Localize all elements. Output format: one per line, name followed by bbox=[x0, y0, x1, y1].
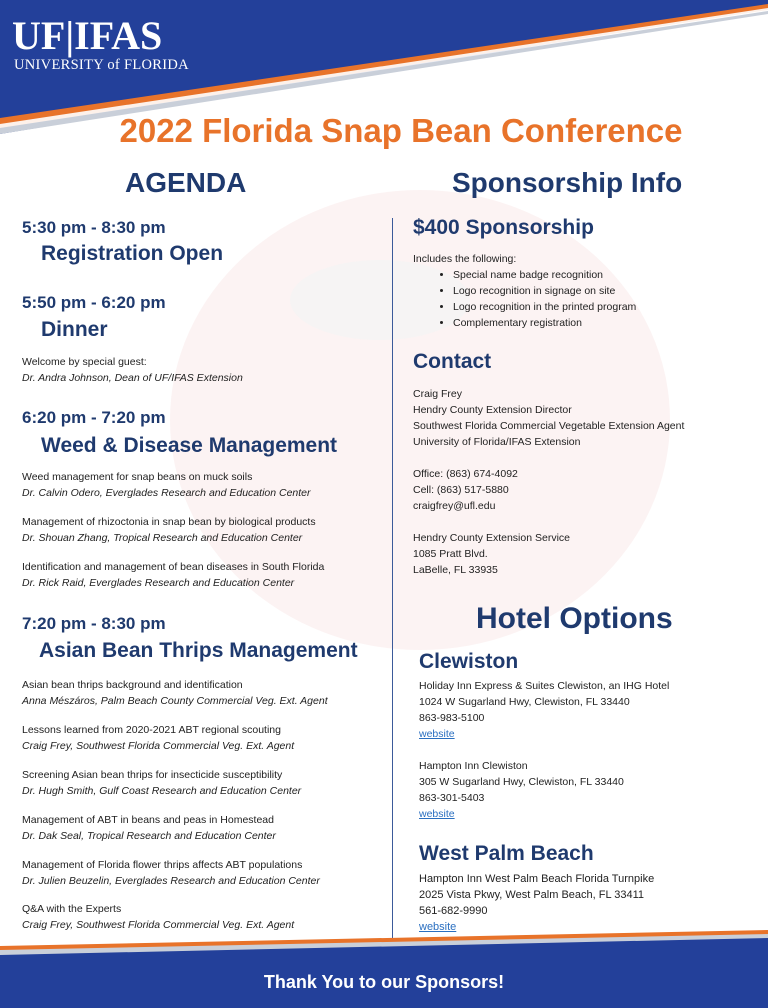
agenda-item bbox=[22, 767, 301, 799]
sponsorship-level bbox=[413, 216, 594, 240]
talk-title: Asian bean thrips background and identification bbox=[22, 679, 243, 691]
contact-address-org: Hendry County Extension Service bbox=[413, 532, 570, 544]
contact-address-city: LaBelle, FL 33935 bbox=[413, 564, 498, 576]
hotel-address: 1024 W Sugarland Hwy, Clewiston, FL 33440 bbox=[419, 696, 630, 708]
hotel-website-link[interactable]: website bbox=[419, 921, 457, 933]
agenda-heading: AGENDA bbox=[125, 167, 247, 198]
talk-title: Lessons learned from 2020-2021 ABT regional scouting bbox=[22, 724, 281, 736]
agenda-time: 6:20 pm - 7:20 pm bbox=[22, 408, 166, 427]
speaker-name: Dr. Dak Seal, Tropical Research and Education Center bbox=[22, 830, 276, 842]
hotel-name: Hampton Inn West Palm Beach Florida Turnpike bbox=[419, 873, 655, 885]
agenda-session: Weed & Disease Management bbox=[41, 434, 338, 457]
contact-office-phone: Office: (863) 674-4092 bbox=[413, 468, 518, 480]
hotel-phone: 863-983-5100 bbox=[419, 712, 485, 724]
talk-title: Screening Asian bean thrips for insecticide susceptibility bbox=[22, 769, 283, 781]
agenda-session: Registration Open bbox=[41, 242, 224, 265]
hotel-address: 305 W Sugarland Hwy, Clewiston, FL 33440 bbox=[419, 776, 624, 788]
talk-title: Q&A with the Experts bbox=[22, 903, 122, 915]
benefit-item: • Logo recognition in the printed program bbox=[453, 299, 636, 315]
contact-email[interactable]: craigfrey@ufl.edu bbox=[413, 500, 496, 512]
uf-ifas-logo: UF|IFAS bbox=[12, 13, 163, 58]
hotel-phone: 561-682-9990 bbox=[419, 905, 488, 917]
contact-org: University of Florida/IFAS Extension bbox=[413, 436, 581, 448]
hotel-address: 2025 Vista Pkwy, West Palm Beach, FL 33411 bbox=[419, 889, 645, 901]
page-title: 2022 Florida Snap Bean Conference bbox=[119, 112, 683, 149]
agenda-item bbox=[22, 722, 294, 754]
speaker-name: Dr. Julien Beuzelin, Everglades Research and Education Center bbox=[22, 875, 320, 887]
city-heading-clewiston: Clewiston bbox=[419, 650, 519, 673]
hotel-listing bbox=[419, 871, 654, 935]
agenda-item bbox=[22, 469, 311, 501]
university-of-florida-wordmark: UNIVERSITY of FLORIDA bbox=[14, 57, 189, 73]
agenda-item bbox=[22, 901, 294, 933]
agenda-item bbox=[22, 677, 328, 709]
agenda-time: 7:20 pm - 8:30 pm bbox=[22, 614, 166, 633]
hotel-listing bbox=[419, 758, 624, 822]
sponsorship-benefits-list bbox=[413, 267, 636, 331]
agenda-item bbox=[22, 857, 320, 889]
contact-details bbox=[413, 386, 684, 578]
column-divider bbox=[392, 218, 393, 940]
speaker-name: Dr. Shouan Zhang, Tropical Research and Education Center bbox=[22, 532, 303, 544]
hotel-name: Hampton Inn Clewiston bbox=[419, 760, 528, 772]
city-heading-west-palm-beach: West Palm Beach bbox=[419, 842, 594, 865]
speaker-name: Craig Frey, Southwest Florida Commercial Veg. Ext. Agent bbox=[22, 740, 295, 752]
hotel-phone: 863-301-5403 bbox=[419, 792, 485, 804]
sponsorship-price: $400 bbox=[413, 216, 460, 239]
benefit-item: • Logo recognition in signage on site bbox=[453, 283, 636, 299]
agenda-item bbox=[22, 354, 243, 386]
contact-cell-phone: Cell: (863) 517-5880 bbox=[413, 484, 509, 496]
agenda-item bbox=[22, 514, 316, 546]
speaker-name: Dr. Andra Johnson, Dean of UF/IFAS Extension bbox=[22, 372, 243, 384]
hotel-website-link[interactable]: website bbox=[419, 808, 455, 820]
includes-label: Includes the following: bbox=[413, 253, 517, 265]
benefit-item: • Special name badge recognition bbox=[453, 267, 636, 283]
contact-address-street: 1085 Pratt Blvd. bbox=[413, 548, 488, 560]
hotel-listing bbox=[419, 678, 669, 742]
talk-title: Weed management for snap beans on muck soils bbox=[22, 471, 253, 483]
contact-name: Craig Frey bbox=[413, 388, 463, 400]
speaker-name: Dr. Hugh Smith, Gulf Coast Research and Education Center bbox=[22, 785, 302, 797]
sponsorship-heading: Sponsorship Info bbox=[452, 167, 683, 198]
speaker-name: Anna Mészáros, Palm Beach County Commercial Veg. Ext. Agent bbox=[22, 695, 328, 707]
talk-title: Identification and management of bean diseases in South Florida bbox=[22, 561, 325, 573]
agenda-item bbox=[22, 812, 276, 844]
footer-banner bbox=[0, 930, 768, 1008]
footer-sponsors-thanks: Thank You to our Sponsors! bbox=[263, 972, 505, 992]
contact-heading: Contact bbox=[413, 350, 492, 373]
talk-title: Management of Florida flower thrips affects ABT populations bbox=[22, 859, 303, 871]
hotel-name: Holiday Inn Express & Suites Clewiston, an IHG Hotel bbox=[419, 680, 670, 692]
talk-title: Welcome by special guest: bbox=[22, 356, 147, 368]
contact-role: Southwest Florida Commercial Vegetable Extension Agent bbox=[413, 420, 685, 432]
hotel-options-heading: Hotel Options bbox=[476, 602, 673, 635]
hotel-website-link[interactable]: website bbox=[419, 728, 455, 740]
agenda-session: Asian Bean Thrips Management bbox=[39, 639, 358, 662]
agenda-item bbox=[22, 559, 324, 591]
agenda-session: Dinner bbox=[41, 318, 108, 341]
agenda-time: 5:30 pm - 8:30 pm bbox=[22, 218, 166, 237]
speaker-name: Craig Frey, Southwest Florida Commercial Veg. Ext. Agent bbox=[22, 919, 295, 931]
talk-title: Management of ABT in beans and peas in Homestead bbox=[22, 814, 274, 826]
speaker-name: Dr. Calvin Odero, Everglades Research and Education Center bbox=[22, 487, 311, 499]
contact-title: Hendry County Extension Director bbox=[413, 404, 572, 416]
talk-title: Management of rhizoctonia in snap bean by biological products bbox=[22, 516, 316, 528]
sponsorship-label: Sponsorship bbox=[465, 216, 594, 239]
sponsorship-details bbox=[413, 251, 636, 331]
speaker-name: Dr. Rick Raid, Everglades Research and Education Center bbox=[22, 577, 295, 589]
benefit-item: • Complementary registration bbox=[453, 315, 636, 331]
agenda-time: 5:50 pm - 6:20 pm bbox=[22, 293, 166, 312]
